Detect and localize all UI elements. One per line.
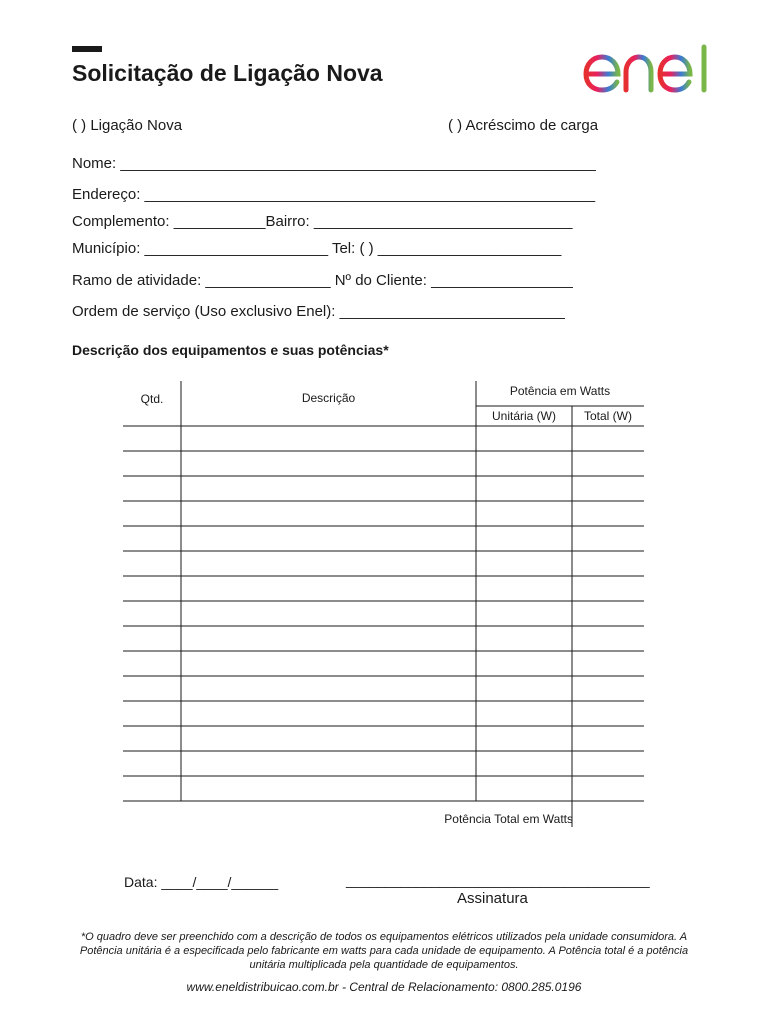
- option-acrescimo-carga[interactable]: ( ) Acréscimo de carga: [448, 117, 599, 134]
- header-qtd: Qtd.: [140, 392, 164, 406]
- title-accent-bar: [72, 46, 102, 52]
- footnote: *O quadro deve ser preenchido com a descrição de todos os equipamentos elétricos utilizados pela unidade consumidora. A Potência unitária é a especificada pelo fabricante em watts para cada unidade de equipamento. A Potência total é a potência unitária multiplicada pela quantidade de equipamentos.: [79, 931, 689, 971]
- field-nome[interactable]: Nome: _________________________________________________________: [72, 155, 596, 172]
- field-ordem-servico[interactable]: Ordem de serviço (Uso exclusivo Enel): ___________________________: [72, 303, 565, 320]
- potencia-total-label: Potência Total em Watts: [444, 812, 573, 826]
- header-descricao: Descrição: [301, 391, 356, 405]
- page-title: Solicitação de Ligação Nova: [72, 60, 383, 86]
- section-title: Descrição dos equipamentos e suas potências*: [72, 342, 389, 358]
- assinatura-line[interactable]: _______________________________________: [346, 872, 650, 888]
- header-total: Total (W): [584, 409, 632, 423]
- field-complemento-bairro[interactable]: Complemento: ___________Bairro: _______________________________: [72, 213, 573, 230]
- field-ramo-cliente[interactable]: Ramo de atividade: _______________ Nº do Cliente: _________________: [72, 272, 573, 289]
- enel-logo-icon: [582, 44, 714, 94]
- footer-contact: www.eneldistribuicao.com.br - Central de Relacionamento: 0800.285.0196: [186, 980, 582, 994]
- data-field[interactable]: Data: ____/____/______: [124, 874, 279, 890]
- equipment-table: [123, 381, 644, 831]
- field-endereco[interactable]: Endereço: ______________________________________________________: [72, 186, 596, 203]
- option-ligacao-nova[interactable]: ( ) Ligação Nova: [72, 117, 183, 134]
- table-grid: [123, 381, 644, 831]
- assinatura-label: Assinatura: [457, 890, 528, 907]
- header-potencia-watts: Potência em Watts: [509, 384, 611, 398]
- field-municipio-tel[interactable]: Município: ______________________ Tel: ( ) ______________________: [72, 240, 562, 257]
- header-unitaria: Unitária (W): [491, 409, 556, 423]
